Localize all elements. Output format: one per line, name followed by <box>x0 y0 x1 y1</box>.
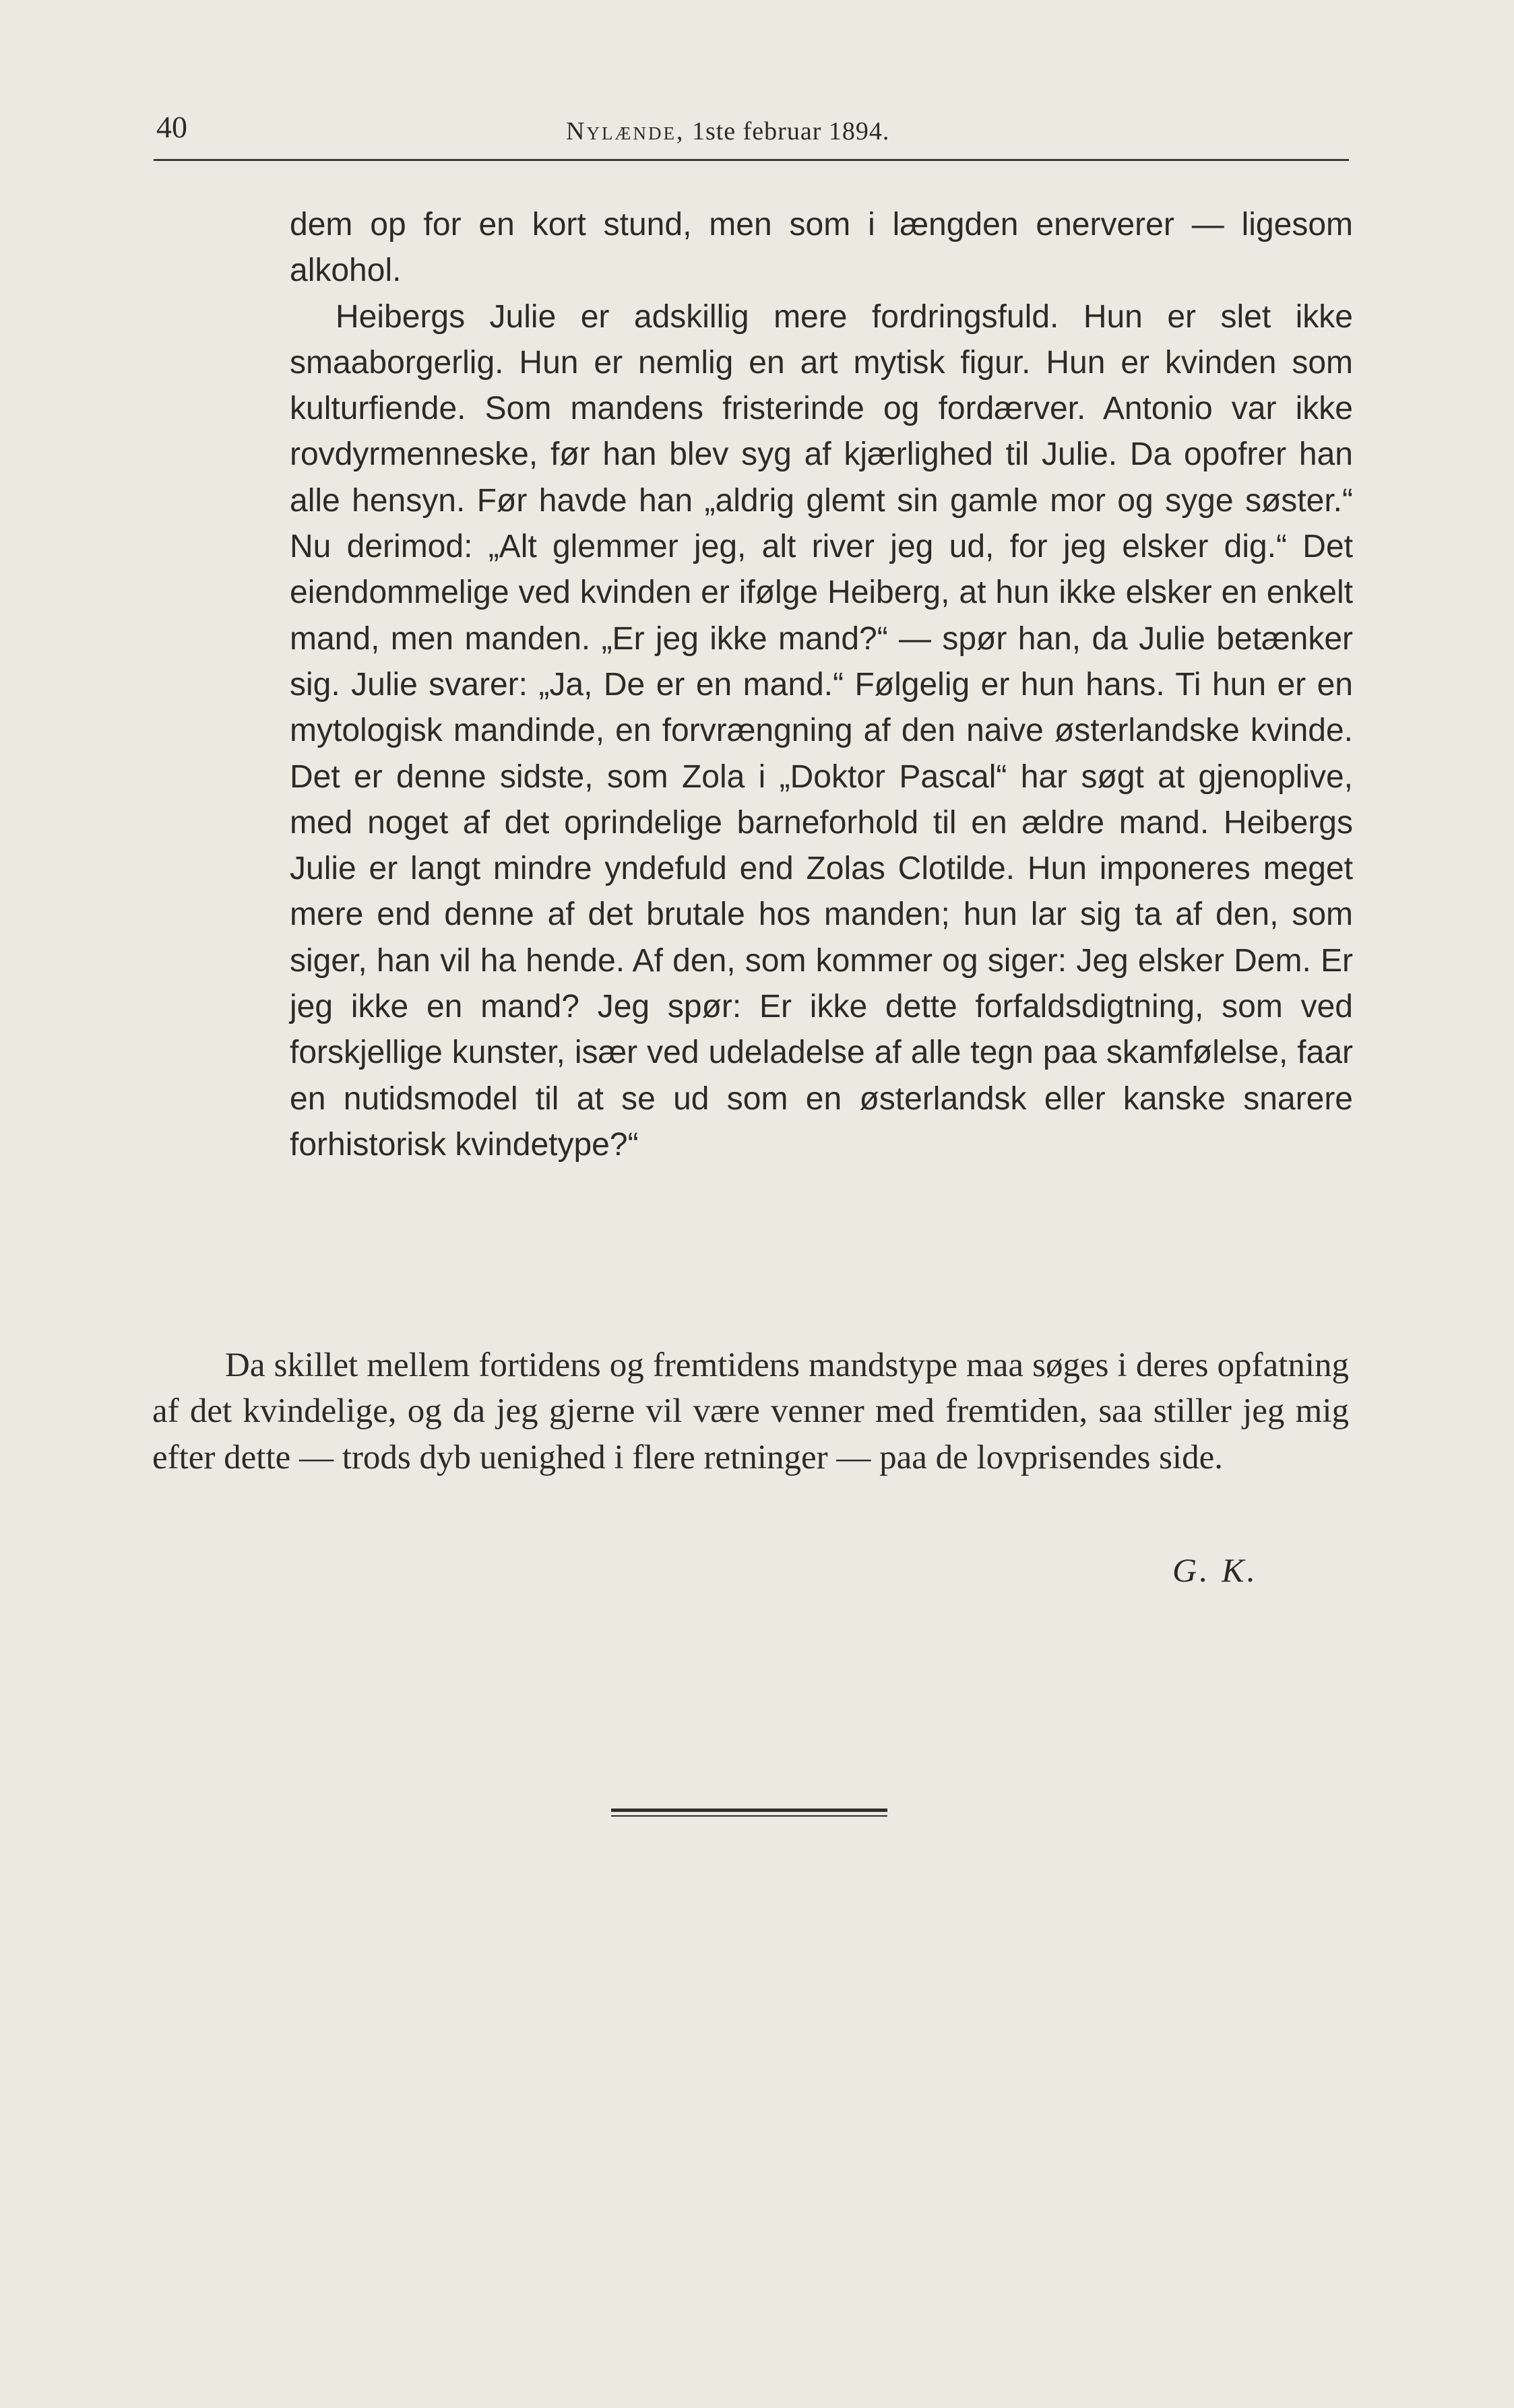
issue-date: 1ste februar 1894. <box>691 117 890 145</box>
quote-paragraph: Heibergs Julie er adskillig mere fordringsfuld. Hun er slet ikke smaaborgerlig. Hun er nemlig en art mytisk figur. Hun er kvinden som kulturfiende. Som mandens fristerinde og fordærver. Antonio var ikke rovdyrmenneske, før han blev syg af kjærlighed til Julie. Da opofrer han alle hensyn. Før havde han „aldrig glemt sin gamle mor og syge søster.“ Nu derimod: „Alt glemmer jeg, alt river jeg ud, for jeg elsker dig.“ Det eiendommelige ved kvinden er ifølge Heiberg, at hun ikke elsker en enkelt mand, men manden. „Er jeg ikke mand?“ — spør han, da Julie betænker sig. Julie svarer: „Ja, De er en mand.“ Følgelig er hun hans. Ti hun er en mytologisk mandinde, en forvrængning af den naive østerlandske kvinde. Det er denne sidste, som Zola i „Doktor Pascal“ har søgt at gjenoplive, med noget af det oprindelige barneforhold til en ældre mand. Heibergs Julie er langt mindre yndefuld end Zolas Clotilde. Hun imponeres meget mere end denne af det brutale hos manden; hun lar sig ta af den, som siger, han vil ha hende. Af den, som kommer og siger: Jeg elsker Dem. Er jeg ikke en mand? Jeg spør: Er ikke dette forfaldsdigtning, som ved forskjellige kunster, især ved udeladelse af alle tegn paa skamfølelse, faar en nutidsmodel til at se ud som en østerlandsk eller kanske snarere forhistorisk kvindetype?“ <box>290 298 1353 1163</box>
header-rule <box>154 159 1349 161</box>
quote-paragraph-continued: dem op for en kort stund, men som i længden enerverer — ligesom alkohol. <box>290 207 1353 289</box>
end-rule-thin <box>611 1815 887 1817</box>
quotation-block <box>290 202 1353 1168</box>
article-body <box>152 1342 1349 1480</box>
end-rule-thick <box>611 1809 887 1812</box>
author-signature: G. K. <box>1172 1551 1258 1589</box>
journal-title: Nylænde, <box>566 117 685 145</box>
closing-paragraph: Da skillet mellem fortidens og fremtidens mandstype maa søges i deres opfatning af det kvindelige, og da jeg gjerne vil være venner med fremtiden, saa stiller jeg mig efter dette — trods dyb uenighed i flere retninger — paa de lovprisendes side. <box>152 1346 1349 1476</box>
page-number: 40 <box>156 110 187 144</box>
running-head <box>566 119 889 144</box>
